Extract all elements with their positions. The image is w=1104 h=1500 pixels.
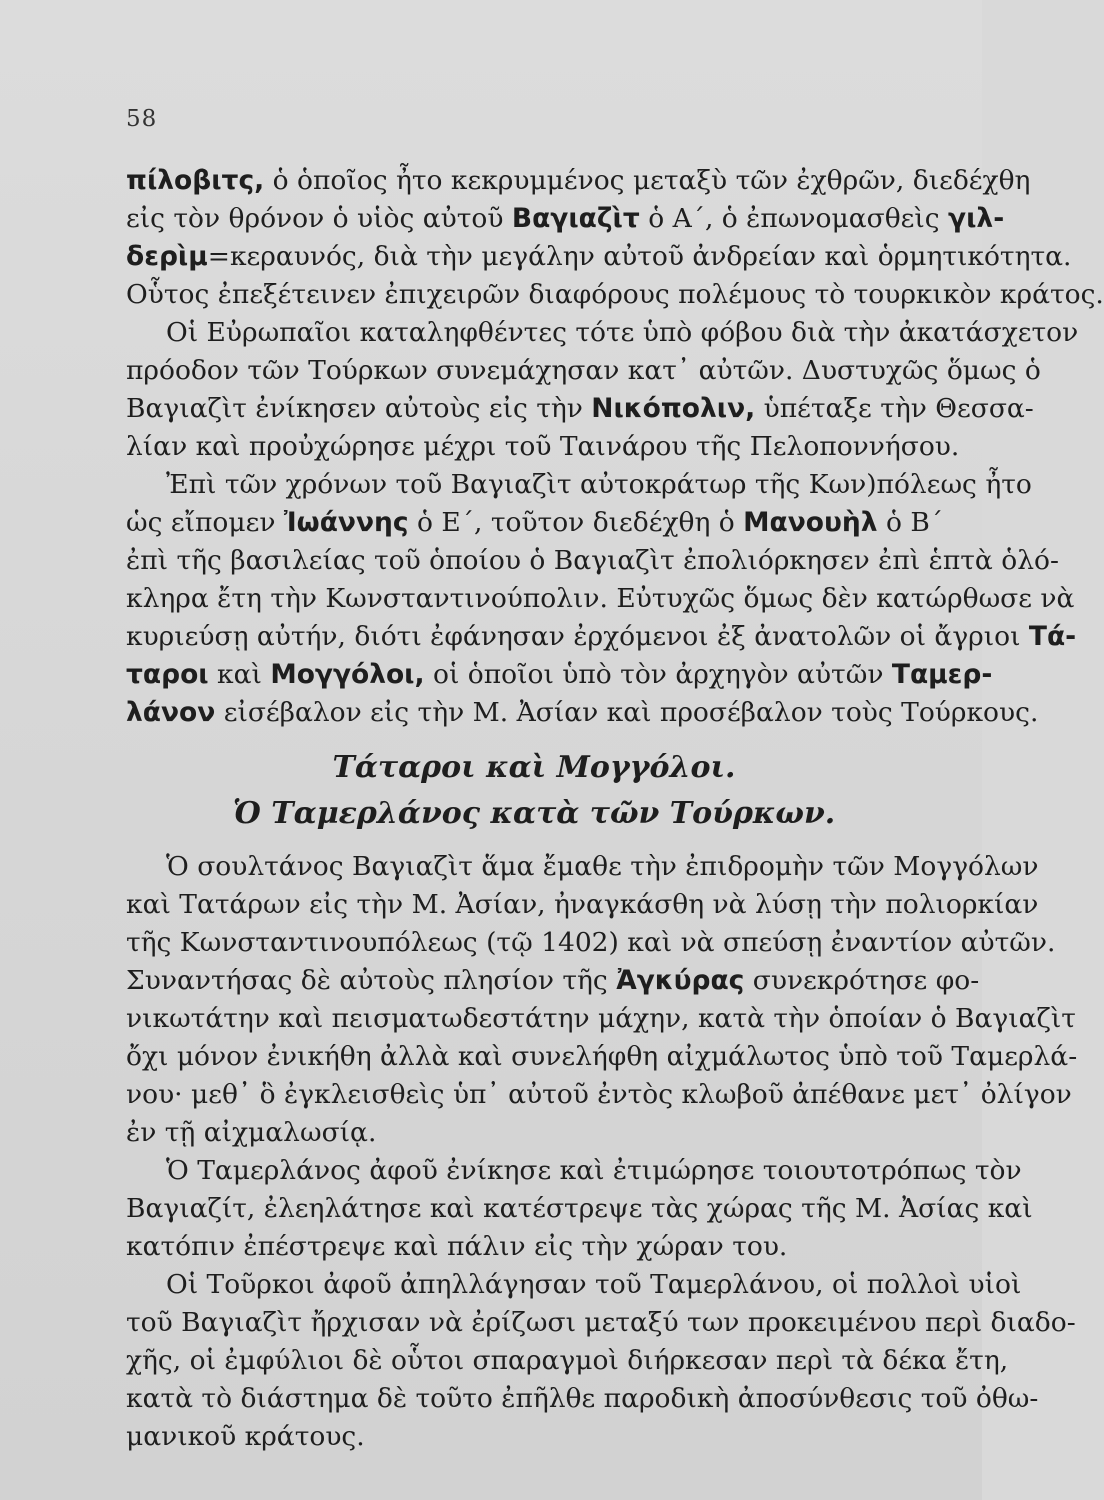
heading-line-2: Ὁ Ταμερλάνος κατὰ τῶν Τούρκων. <box>232 796 836 831</box>
text-line: Ἐπὶ τῶν χρόνων τοῦ Βαγιαζὶτ αὐτοκράτωρ τῆς Κων)πόλεως ἦτο <box>166 469 1032 500</box>
text-run: ὁ Ε΄, τοῦτον διεδέχθη ὁ <box>408 507 744 538</box>
text-run: εἰσέβαλον εἰς τὴν Μ. Ἀσίαν καὶ προσέβαλον τοὺς Τούρκους. <box>215 697 1039 728</box>
text-line <box>126 238 1072 276</box>
paragraph-5 <box>126 1152 1033 1266</box>
text-run: ὑπέταξε τὴν Θεσσα- <box>755 393 1034 424</box>
text-run: καὶ <box>208 659 271 690</box>
text-line: Οἱ Εὐρωπαῖοι καταληφθέντες τότε ὑπὸ φόβου διὰ τὴν ἀκατάσχετον <box>166 317 1079 348</box>
text-line: κληρα ἔτη τὴν Κωνσταντινούπολιν. Εὐτυχῶς ὅμως δὲν κατώρθωσε νὰ <box>126 583 1075 614</box>
text-run: συνεκρότησε φο- <box>744 965 980 996</box>
page-number: 58 <box>126 106 158 132</box>
text-line: ἐπὶ τῆς βασιλείας τοῦ ὁποίου ὁ Βαγιαζὶτ ἐπολιόρκησεν ἐπὶ ἑπτὰ ὁλό- <box>126 545 1059 576</box>
bold-term: Μανουὴλ <box>743 507 878 538</box>
bold-term: Μογγόλοι, <box>270 659 425 690</box>
bold-term: λάνον <box>126 697 216 728</box>
text-line: νικωτάτην καὶ πεισματωδεστάτην μάχην, κατὰ τὴν ὁποίαν ὁ Βαγιαζὶτ <box>126 1003 1076 1034</box>
section-heading <box>126 745 942 837</box>
text-line <box>126 200 1005 238</box>
paragraph-6 <box>126 1266 1076 1456</box>
bold-term: δερὶμ <box>126 241 208 272</box>
text-run: οἱ ὁποῖοι ὑπὸ τὸν ἀρχηγὸν αὐτῶν <box>424 659 892 690</box>
text-line: νου· μεθ᾽ ὃ ἐγκλεισθεὶς ὑπ᾽ αὐτοῦ ἐντὸς κλωβοῦ ἀπέθανε μετ᾽ ὀλίγον <box>126 1079 1072 1110</box>
text-line: καὶ Τατάρων εἰς τὴν Μ. Ἀσίαν, ἠναγκάσθη νὰ λύσῃ τὴν πολιορκίαν <box>126 889 1039 920</box>
paragraph-1 <box>126 162 1104 314</box>
bold-term: Τά- <box>1028 621 1077 652</box>
text-run: Βαγιαζὶτ ἐνίκησεν αὐτοὺς εἰς τὴν <box>126 393 592 424</box>
text-line: Οἱ Τοῦρκοι ἀφοῦ ἀπηλλάγησαν τοῦ Ταμερλάνου, οἱ πολλοὶ υἱοὶ <box>166 1269 1022 1300</box>
text-line: τοῦ Βαγιαζὶτ ἤρχισαν νὰ ἐρίζωσι μεταξύ των προκειμένου περὶ διαδο- <box>126 1307 1076 1338</box>
text-line: πρόοδον τῶν Τούρκων συνεμάχησαν κατ᾽ αὐτῶν. Δυστυχῶς ὅμως ὁ <box>126 355 1041 386</box>
text-line: Ὁ Ταμερλάνος ἀφοῦ ἐνίκησε καὶ ἐτιμώρησε τοιουτοτρόπως τὸν <box>166 1155 1022 1186</box>
text-line: ὄχι μόνον ἐνικήθη ἀλλὰ καὶ συνελήφθη αἰχμάλωτος ὑπὸ τοῦ Ταμερλά- <box>126 1041 1078 1072</box>
bold-term: Ἰωάννης <box>283 507 409 538</box>
text-run: ὡς εἴπομεν <box>126 507 284 538</box>
bold-term: Ταμερ- <box>891 659 993 690</box>
text-line: λίαν καὶ προὐχώρησε μέχρι τοῦ Ταινάρου τῆς Πελοποννήσου. <box>126 431 960 462</box>
text-run: Συναντήσας δὲ αὐτοὺς πλησίον τῆς <box>126 965 617 996</box>
paragraph-4 <box>126 848 1078 1152</box>
text-line <box>126 390 1034 428</box>
text-line <box>126 504 942 542</box>
text-run: ὁ Α΄, ὁ ἐπωνομασθεὶς <box>639 203 949 234</box>
text-run: ὁ Β΄ <box>877 507 944 538</box>
text-line: μανικοῦ κράτους. <box>126 1421 365 1452</box>
paragraph-2 <box>126 314 1079 466</box>
bold-term: Νικόπολιν, <box>591 393 756 424</box>
bold-term: γιλ- <box>948 203 1005 234</box>
paragraph-3 <box>126 466 1077 732</box>
text-line <box>126 162 1031 200</box>
bold-term: ταροι <box>126 659 209 690</box>
text-run: ὁ ὁποῖος ἦτο κεκρυμμένος μεταξὺ τῶν ἐχθρῶν, διεδέχθη <box>264 165 1031 196</box>
text-line: ἐν τῇ αἰχμαλωσίᾳ. <box>126 1117 377 1148</box>
text-line: κατόπιν ἐπέστρεψε καὶ πάλιν εἰς τὴν χώραν του. <box>126 1231 788 1262</box>
text-line: χῆς, οἱ ἐμφύλιοι δὲ οὗτοι σπαραγμοὶ διήρκεσαν περὶ τὰ δέκα ἔτη, <box>126 1345 1009 1376</box>
text-line: κατὰ τὸ διάστημα δὲ τοῦτο ἐπῆλθε παροδικὴ ἀποσύνθεσις τοῦ ὀθω- <box>126 1383 1039 1414</box>
text-line: Ὁ σουλτάνος Βαγιαζὶτ ἅμα ἔμαθε τὴν ἐπιδρομὴν τῶν Μογγόλων <box>166 851 1039 882</box>
text-line: τῆς Κωνσταντινουπόλεως (τῷ 1402) καὶ νὰ σπεύσῃ ἐναντίον αὐτῶν. <box>126 927 1056 958</box>
text-run: εἰς τὸν θρόνον ὁ υἱὸς αὐτοῦ <box>126 203 512 234</box>
text-line <box>126 656 993 694</box>
text-run: =κεραυνός, διὰ τὴν μεγάλην αὐτοῦ ἀνδρείαν καὶ ὁρμητικότητα. <box>207 241 1072 272</box>
text-line <box>126 962 980 1000</box>
bold-term: πίλοβιτς, <box>126 165 265 196</box>
text-run: κυριεύσῃ αὐτήν, διότι ἐφάνησαν ἐρχόμενοι ἐξ ἀνατολῶν οἱ ἄγριοι <box>126 621 1029 652</box>
text-line <box>126 618 1077 656</box>
text-line: Βαγιαζίτ, ἐλεηλάτησε καὶ κατέστρεψε τὰς χώρας τῆς Μ. Ἀσίας καὶ <box>126 1193 1033 1224</box>
heading-line-1: Τάταροι καὶ Μογγόλοι. <box>332 750 736 785</box>
bold-term: Βαγιαζὶτ <box>511 203 640 234</box>
text-line: Οὗτος ἐπεξέτεινεν ἐπιχειρῶν διαφόρους πολέμους τὸ τουρκικὸν κράτος. <box>126 279 1104 310</box>
text-line <box>126 694 1039 732</box>
bold-term: Ἀγκύρας <box>616 965 745 996</box>
